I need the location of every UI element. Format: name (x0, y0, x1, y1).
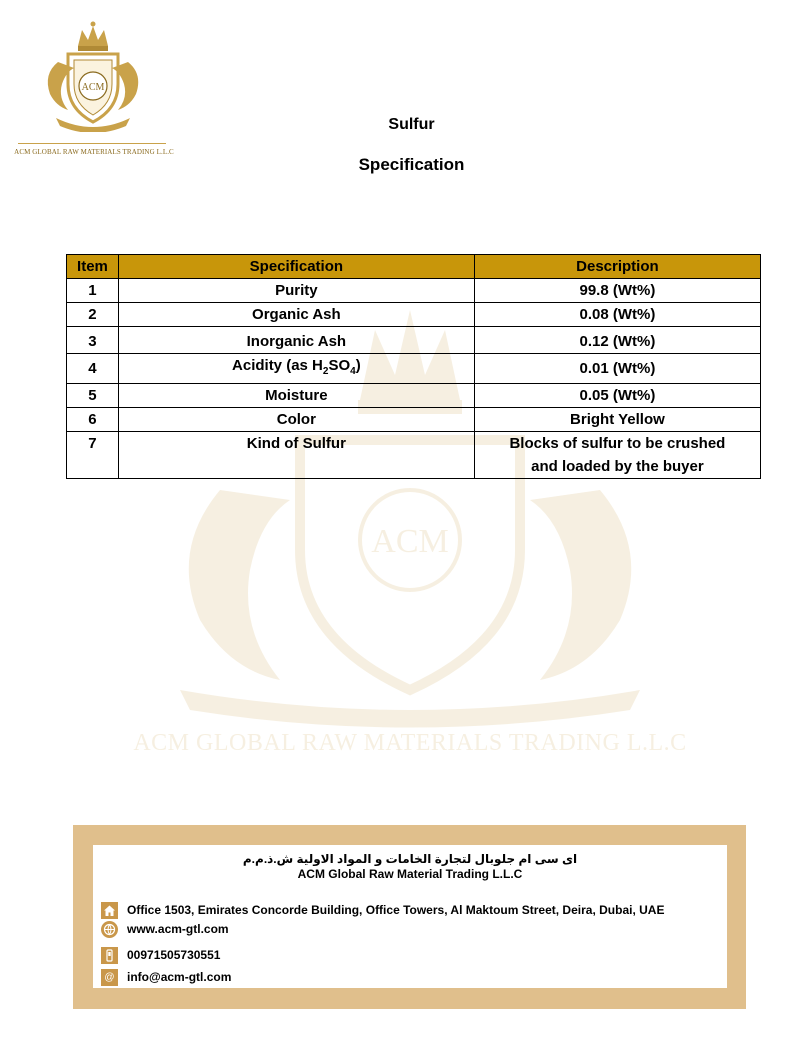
table-row (67, 303, 761, 327)
logo-divider (18, 143, 166, 144)
cell-item: 7 (67, 432, 119, 479)
cell-desc (474, 432, 760, 479)
cell-desc: 0.08 (Wt%) (474, 303, 760, 327)
cell-desc: Bright Yellow (474, 408, 760, 432)
document-subtitle: Specification (358, 155, 465, 174)
cell-item: 4 (67, 354, 119, 384)
document-title: Sulfur (388, 116, 435, 133)
header-specification: Specification (118, 255, 474, 279)
desc-line: Blocks of sulfur to be crushed (509, 435, 726, 452)
cell-item: 1 (67, 279, 119, 303)
table-row (67, 408, 761, 432)
cell-spec: Moisture (118, 384, 474, 408)
header-item: Item (67, 255, 119, 279)
address-row (101, 900, 664, 920)
watermark-text: ACM GLOBAL RAW MATERIALS TRADING L.L.C (133, 730, 687, 756)
spec-mid: SO (328, 357, 351, 374)
spec-subscript: 2 (322, 366, 329, 377)
cell-desc: 0.05 (Wt%) (474, 384, 760, 408)
header-description: Description (474, 255, 760, 279)
footer-website[interactable]: www.acm-gtl.com (127, 922, 229, 936)
footer-company-name: ACM Global Raw Material Trading L.L.C (297, 867, 523, 881)
footer-address: Office 1503, Emirates Concorde Building, Office Towers, Al Maktoum Street, Deira, Dubai, UAE (127, 903, 665, 917)
footer-phone: 00971505730551 (127, 948, 221, 962)
table-row (67, 279, 761, 303)
cell-spec: Organic Ash (118, 303, 474, 327)
footer-card (93, 845, 727, 988)
logo-caption: ACM GLOBAL RAW MATERIALS TRADING L.L.C (14, 148, 174, 156)
cell-spec (118, 354, 474, 384)
email-icon: @ (101, 969, 118, 986)
footer-email[interactable]: info@acm-gtl.com (127, 970, 232, 984)
cell-item: 3 (67, 327, 119, 354)
table-row (67, 384, 761, 408)
spec-subscript: 4 (350, 366, 356, 377)
table-row (67, 354, 761, 384)
cell-spec: Color (118, 408, 474, 432)
footer (73, 825, 746, 1009)
table-row (67, 327, 761, 354)
cell-spec: Inorganic Ash (118, 327, 474, 354)
table-header-row (67, 255, 761, 279)
desc-line: and loaded by the buyer (531, 458, 704, 475)
table-row (67, 432, 761, 479)
crest-icon (38, 14, 148, 132)
phone-icon (101, 947, 118, 964)
spec-prefix: Acidity (as H (232, 357, 323, 374)
cell-item: 6 (67, 408, 119, 432)
footer-arabic-name: ای سی ام جلوبال لتجارة الخامات و المواد الاولية ش.ذ.م.م (242, 852, 578, 866)
cell-item: 5 (67, 384, 119, 408)
svg-text:ACM: ACM (81, 82, 105, 93)
cell-desc: 0.12 (Wt%) (474, 327, 760, 354)
phone-row (101, 945, 220, 965)
globe-icon (101, 921, 118, 938)
cell-spec: Purity (118, 279, 474, 303)
cell-desc: 99.8 (Wt%) (474, 279, 760, 303)
cell-item: 2 (67, 303, 119, 327)
home-icon (101, 902, 118, 919)
cell-spec: Kind of Sulfur (118, 432, 474, 479)
cell-desc: 0.01 (Wt%) (474, 354, 760, 384)
email-row (101, 967, 231, 987)
website-row (101, 919, 229, 939)
spec-suffix: ) (355, 357, 361, 374)
svg-text:ACM: ACM (371, 523, 449, 560)
specification-table (66, 254, 761, 479)
